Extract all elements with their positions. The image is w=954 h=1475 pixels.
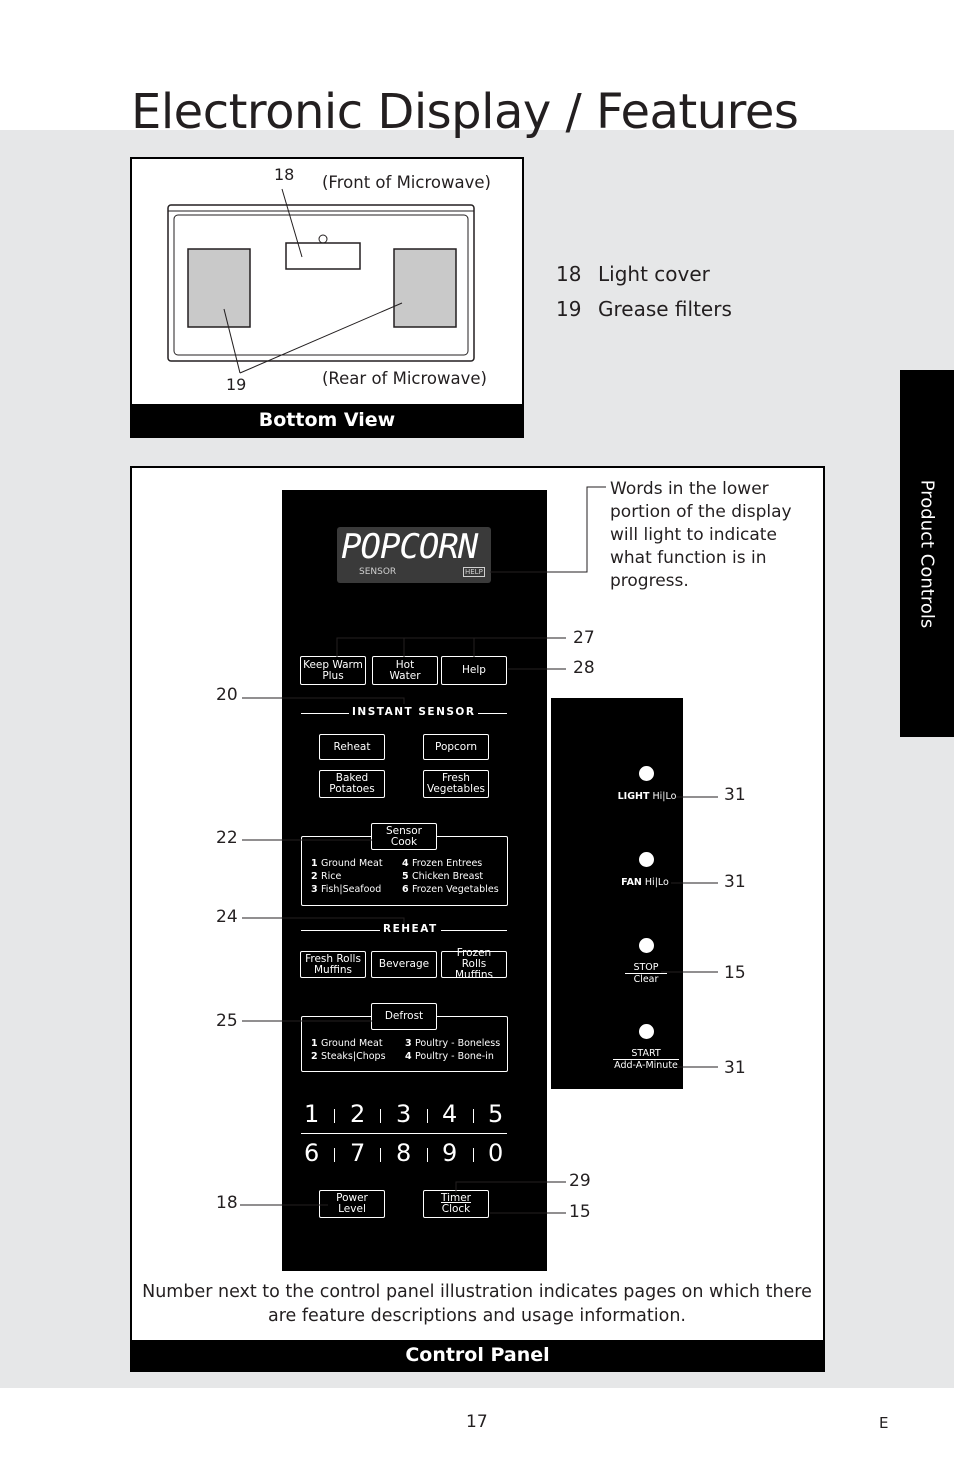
callout-31-fan: 31 (724, 872, 746, 892)
legend-item (556, 297, 732, 321)
defrost-list-right (405, 1037, 500, 1063)
list-item: 3 Fish|Seafood (311, 884, 382, 895)
digit-separator (427, 1148, 428, 1162)
callout-20: 20 (216, 685, 238, 705)
callout-31-start: 31 (724, 1058, 746, 1078)
right-control-strip (551, 698, 683, 1089)
digit-separator (380, 1109, 381, 1123)
divider (301, 1133, 507, 1134)
baked-potatoes-button[interactable]: Baked Potatoes (319, 770, 385, 798)
keep-warm-button[interactable]: Keep Warm Plus (300, 656, 366, 685)
digit-separator (380, 1148, 381, 1162)
page-number: 17 (466, 1412, 488, 1432)
sensor-cook-list-left (311, 857, 383, 896)
legend-num: 18 (556, 262, 582, 286)
popcorn-button[interactable]: Popcorn (423, 734, 489, 760)
digit-separator (427, 1109, 428, 1123)
rear-label: (Rear of Microwave) (322, 369, 487, 388)
list-item: 3 Poultry - Boneless (405, 1038, 501, 1049)
callout-27: 27 (573, 628, 595, 648)
help-button[interactable]: Help (441, 656, 507, 685)
digit-0-button[interactable]: 0 (488, 1139, 504, 1167)
display-note: Words in the lower portion of the display will light to indicate what function is in progress. (610, 479, 792, 591)
timer-clock-button[interactable] (423, 1190, 489, 1218)
callout-19: 19 (226, 375, 247, 394)
list-item: 2 Steaks|Chops (311, 1051, 386, 1062)
callout-29: 29 (569, 1171, 591, 1191)
hot-water-button[interactable]: Hot Water (372, 656, 438, 685)
light-button[interactable] (639, 766, 654, 781)
page-title: Electronic Display / Features (131, 84, 799, 140)
frozen-rolls-button[interactable]: Frozen Rolls Muffins (441, 951, 507, 978)
digit-7-button[interactable]: 7 (350, 1139, 366, 1167)
list-item: 6 Frozen Vegetables (402, 884, 499, 895)
stop-clear-label: STOP Clear (625, 962, 667, 985)
callout-18-panel: 18 (216, 1193, 238, 1213)
reheat-button[interactable]: Reheat (319, 734, 385, 760)
callout-22: 22 (216, 828, 238, 848)
display-sensor: SENSOR (359, 567, 397, 577)
display-text: POPCORN (341, 527, 478, 567)
start-button[interactable] (639, 1024, 654, 1039)
digit-separator (334, 1148, 335, 1162)
callout-15-stop: 15 (724, 963, 746, 983)
timer-label: Timer (440, 1192, 471, 1204)
display-help: HELP (465, 568, 483, 576)
callout-31-light: 31 (724, 785, 746, 805)
list-item: 4 Poultry - Bone-in (405, 1051, 494, 1062)
bottom-view-figure (130, 157, 524, 438)
defrost-button[interactable]: Defrost (371, 1003, 437, 1030)
digit-3-button[interactable]: 3 (396, 1100, 412, 1128)
stop-clear-button[interactable] (639, 938, 654, 953)
clock-label: Clock (441, 1203, 471, 1215)
list-item: 1 Ground Meat (311, 1038, 383, 1049)
control-panel-face (282, 490, 547, 1271)
legend-text: Grease filters (598, 297, 732, 321)
sensor-cook-list-right (402, 857, 499, 896)
legend-item (556, 262, 710, 286)
defrost-list-left (311, 1037, 386, 1063)
sensor-cook-button[interactable]: Sensor Cook (371, 823, 437, 850)
side-tab-label: Product Controls (916, 479, 938, 628)
digit-separator (334, 1109, 335, 1123)
front-label: (Front of Microwave) (322, 173, 491, 192)
light-label: LIGHT Hi|Lo (617, 791, 677, 802)
control-panel-label: Control Panel (132, 1340, 823, 1370)
control-panel-footnote: Number next to the control panel illustration indicates pages on which there are feature descriptions and usage information. (142, 1282, 812, 1326)
callout-24: 24 (216, 907, 238, 927)
language-code: E (879, 1414, 889, 1432)
callout-25: 25 (216, 1011, 238, 1031)
digit-separator (473, 1109, 474, 1123)
bottom-view-label: Bottom View (132, 404, 522, 436)
digit-separator (473, 1148, 474, 1162)
start-label: START Add-A-Minute (614, 1048, 678, 1071)
legend-text: Light cover (598, 262, 710, 286)
list-item: 2 Rice (311, 871, 342, 882)
digit-1-button[interactable]: 1 (304, 1100, 320, 1128)
digit-2-button[interactable]: 2 (350, 1100, 366, 1128)
reheat-heading: REHEAT (380, 923, 441, 935)
fresh-rolls-button[interactable]: Fresh Rolls Muffins (300, 951, 366, 978)
fresh-vegetables-button[interactable]: Fresh Vegetables (423, 770, 489, 798)
legend-num: 19 (556, 297, 582, 321)
side-tab (900, 370, 954, 737)
digit-9-button[interactable]: 9 (442, 1139, 458, 1167)
list-item: 5 Chicken Breast (402, 871, 484, 882)
digit-8-button[interactable]: 8 (396, 1139, 412, 1167)
callout-28: 28 (573, 658, 595, 678)
digit-5-button[interactable]: 5 (488, 1100, 504, 1128)
digit-6-button[interactable]: 6 (304, 1139, 320, 1167)
instant-sensor-heading: INSTANT SENSOR (349, 706, 478, 718)
list-item: 1 Ground Meat (311, 858, 383, 869)
digit-4-button[interactable]: 4 (442, 1100, 458, 1128)
power-level-button[interactable]: Power Level (319, 1190, 385, 1218)
lcd-display (337, 527, 491, 583)
list-item: 4 Frozen Entrees (402, 858, 483, 869)
callout-18: 18 (274, 165, 295, 184)
beverage-button[interactable]: Beverage (371, 951, 437, 978)
fan-label: FAN Hi|Lo (621, 877, 669, 888)
callout-15: 15 (569, 1202, 591, 1222)
fan-button[interactable] (639, 852, 654, 867)
